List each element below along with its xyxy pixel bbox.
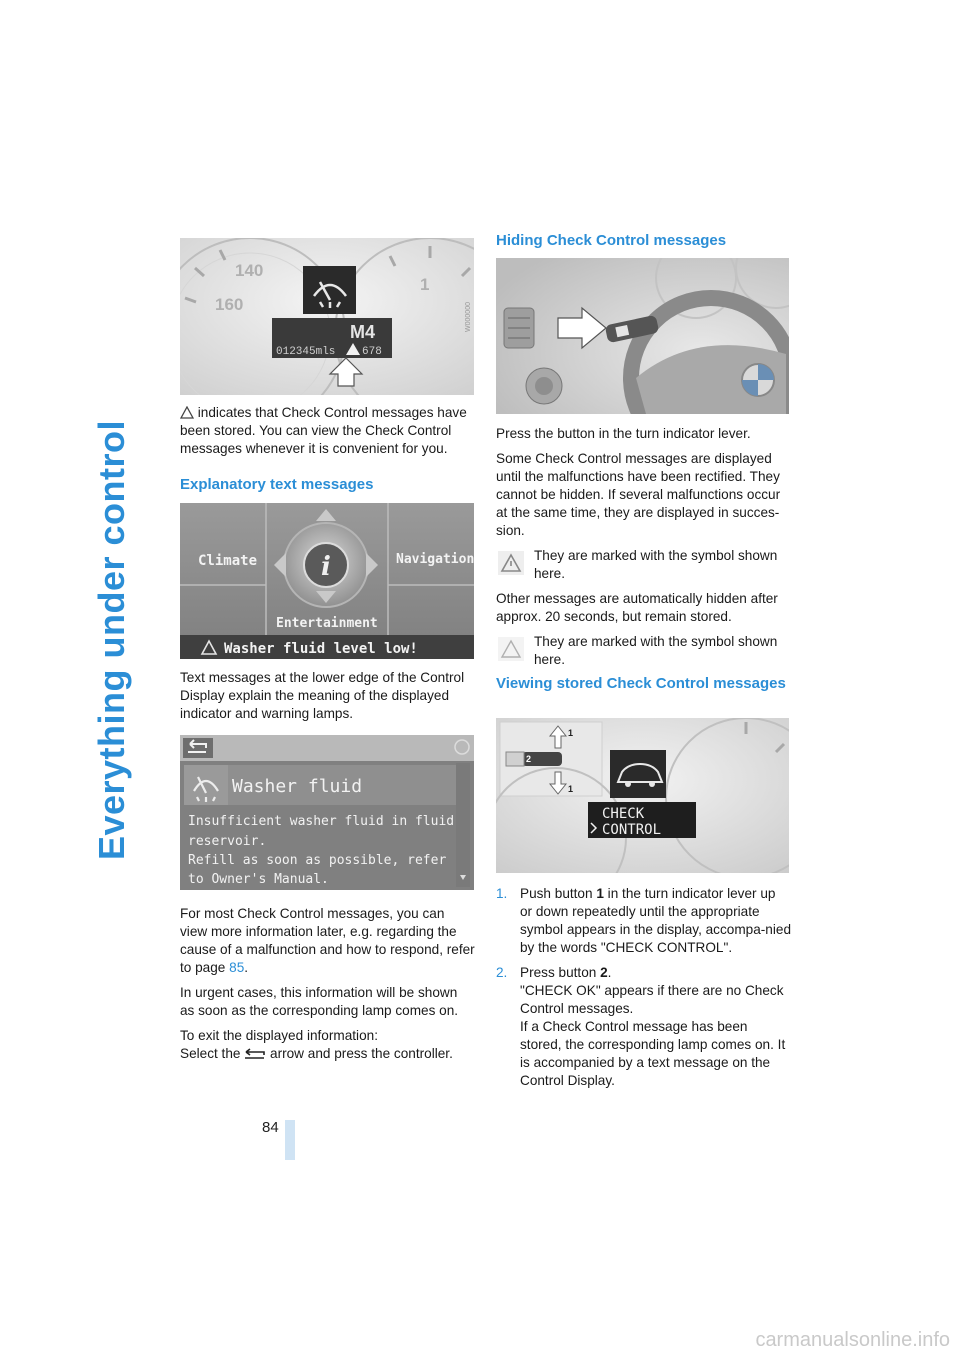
menu-item-navigation: Navigation	[396, 552, 474, 567]
paragraph-exit	[180, 1027, 475, 1063]
check-control-display-illustration	[496, 718, 789, 873]
viewing-heading-block	[496, 675, 791, 693]
menu-item-entertainment: Entertainment	[276, 616, 378, 631]
screen-body-line: reservoir.	[188, 834, 267, 849]
stored-triangle-symbol-icon	[498, 637, 524, 661]
paragraph-more-info	[180, 905, 475, 977]
exit-line-1: To exit the displayed information:	[180, 1028, 378, 1043]
step-button-ref: 1	[596, 886, 604, 901]
heading-viewing-stored: Viewing stored Check Control messages	[496, 675, 786, 692]
note1-text: They are marked with the symbol shown here.	[534, 548, 778, 581]
step-text: .	[607, 965, 612, 980]
warning-triangle-symbol-icon	[498, 551, 524, 575]
text-messages-block	[180, 669, 475, 730]
footer-url: carmanualsonline.info	[755, 1329, 950, 1351]
paragraph-text-messages: Text messages at the lower edge of the Control Display explain the meaning of the displayed indicator and warning lamps.	[180, 670, 465, 721]
left-intro	[180, 404, 475, 465]
heading-explanatory-text-messages: Explanatory text messages	[180, 476, 374, 493]
note-stored-symbol	[496, 633, 791, 669]
step-text: in the turn indicator lever up or down repeatedly until the appropriate symbol appears in the display, accompa-nied by the words "CHECK CONTROL".	[520, 886, 792, 955]
figure-instrument-cluster: 140 160 1 M4 012345mls 678 W000000	[180, 238, 474, 395]
steps-block	[496, 885, 791, 1097]
hiding-text-block	[496, 425, 791, 676]
screen-body-line: Refill as soon as possible, refer	[188, 853, 447, 868]
step-extra-text: "CHECK OK" appears if there are no Check Control messages.	[520, 983, 784, 1016]
figure-turn-indicator-lever	[496, 258, 789, 414]
exit-line-2a: Select the	[180, 1046, 245, 1061]
paragraph-some-messages: Some Check Control messages are displayed until the malfunctions have been rectified. They cannot be hidden. If several malfunctions occur at the same time, they are displayed in succes-sion.	[496, 451, 781, 538]
steps-list	[496, 885, 791, 1090]
note2-text: They are marked with the symbol shown here.	[534, 634, 778, 667]
exit-line-2b: arrow and press the controller.	[266, 1046, 453, 1061]
paragraph-press-button: Press the button in the turn indicator lever.	[496, 426, 751, 441]
step-button-ref: 2	[600, 965, 608, 980]
info-icon-letter: i	[321, 552, 331, 582]
section-title-text: Everything under control	[91, 419, 132, 861]
more-info-block	[180, 905, 475, 1070]
idrive-menu-illustration	[180, 503, 474, 659]
check-label-line2: CONTROL	[602, 822, 662, 838]
callout-2: 2	[526, 754, 532, 764]
speed-tick-label: 160	[215, 295, 244, 314]
instrument-cluster-illustration	[180, 238, 474, 395]
page-link-85[interactable]: 85	[229, 960, 245, 975]
speed-tick-label: 140	[235, 261, 264, 280]
callout-1-down: 1	[568, 784, 574, 794]
paragraph-other-messages: Other messages are automatically hidden after approx. 20 seconds, but remain stored.	[496, 591, 778, 624]
check-control-triangle-icon	[180, 406, 194, 419]
menu-item-climate: Climate	[198, 553, 258, 569]
callout-1-up: 1	[568, 728, 574, 738]
gauge-tick-label: 1	[420, 275, 430, 294]
washer-fluid-screen-illustration	[180, 735, 474, 890]
step-extra-text: If a Check Control message has been stored, the corresponding lamp comes on. It is accompanied by a text message on the Control Display.	[520, 1019, 786, 1088]
page-marker-bar	[285, 1120, 295, 1160]
intro-paragraph	[180, 404, 475, 458]
screen-body-line: to Owner's Manual.	[188, 872, 329, 887]
back-arrow-icon	[244, 1048, 266, 1060]
figure-washer-fluid-screen	[180, 735, 474, 890]
screen-body-line: Insufficient washer fluid in fluid	[188, 814, 455, 829]
hiding-heading-block	[496, 232, 791, 250]
page-number: 84	[262, 1119, 279, 1136]
step-item	[496, 964, 791, 1090]
odometer-text: 012345mls	[276, 346, 336, 358]
check-label-line1: CHECK	[602, 806, 645, 822]
paragraph-urgent: In urgent cases, this information will be shown as soon as the corresponding lamp comes on.	[180, 985, 459, 1018]
more-info-text: For most Check Control messages, you can view more information later, e.g. regarding the cause of a malfunction and how to respond, refer to page	[180, 906, 475, 975]
heading-hiding-check-control: Hiding Check Control messages	[496, 232, 727, 249]
step-item	[496, 885, 791, 957]
warning-message-text: Washer fluid level low!	[224, 641, 418, 657]
figure-check-control-display	[496, 718, 789, 873]
figure-idrive-menu	[180, 503, 474, 659]
display-gear-text: M4	[350, 322, 376, 342]
step-number: 1.	[496, 886, 508, 901]
more-info-period: .	[244, 960, 249, 975]
step-text: Press button	[520, 965, 601, 980]
step-text: Push button	[520, 886, 597, 901]
explanatory-heading-block	[180, 476, 475, 494]
screen-title: Washer fluid	[232, 776, 363, 797]
note-permanent-symbol	[496, 547, 791, 583]
intro-text: indicates that Check Control messages have been stored. You can view the Check Control messages whenever it is convenient for you.	[180, 405, 467, 456]
turn-indicator-lever-illustration	[496, 258, 789, 414]
odometer-suffix: 678	[362, 346, 382, 358]
step-number: 2.	[496, 965, 508, 980]
